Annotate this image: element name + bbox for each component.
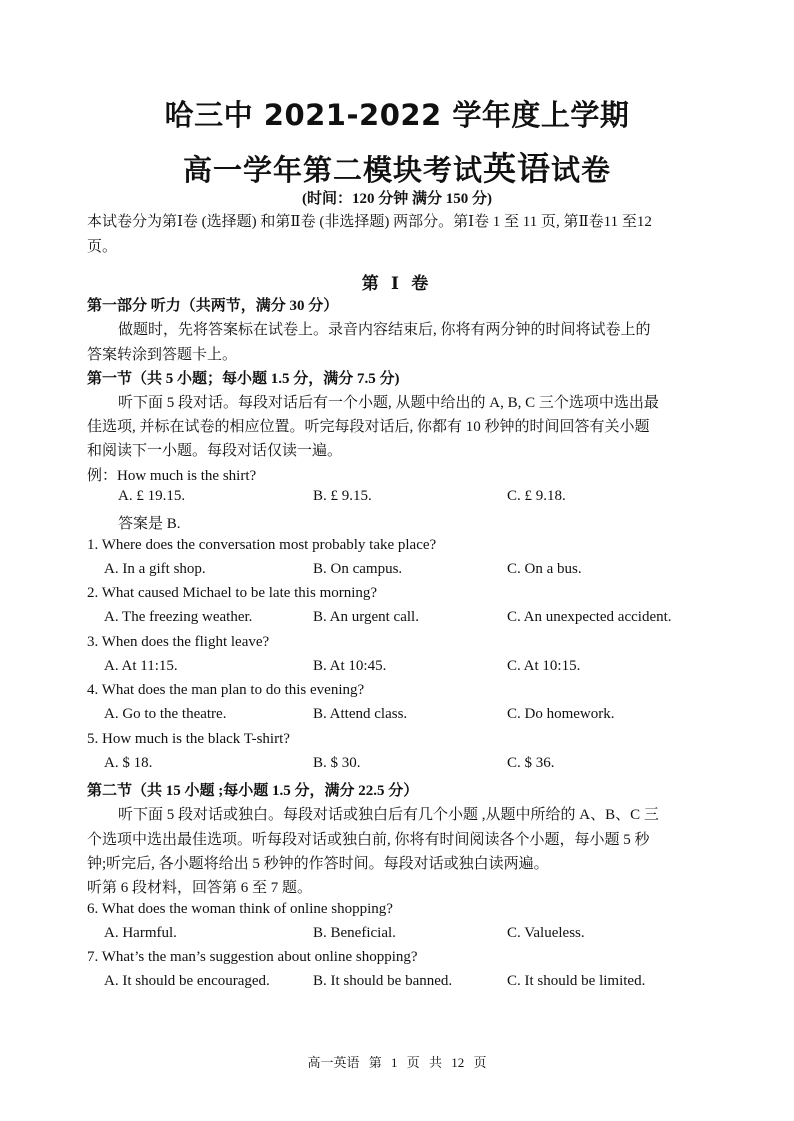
question-5-option-a: A. $ 18. <box>104 755 153 771</box>
question-2-option-c: C. An unexpected accident. <box>507 609 672 625</box>
title-post: 试卷 <box>551 153 612 187</box>
volume-title: 第 Ⅰ 卷 <box>361 274 433 293</box>
question-5: 5. How much is the black T-shirt? <box>87 731 290 747</box>
question-7-option-a: A. It should be encouraged. <box>104 973 270 989</box>
exam-title-line2 <box>0 143 794 190</box>
part1-instruction-2: 答案转涂到答题卡上。 <box>87 347 238 363</box>
question-3-option-a: A. At 11:15. <box>104 658 178 674</box>
question-1: 1. Where does the conversation most probably take place? <box>87 537 437 553</box>
question-3: 3. When does the flight leave? <box>87 634 270 650</box>
question-1-option-c: C. On a bus. <box>507 561 582 577</box>
title-pre: 高一学年第二模块考试 <box>182 153 483 187</box>
part1-instruction-1: 做题时，先将答案标在试卷上。录音内容结束后, 你将有两分钟的时间将试卷上的 <box>118 322 651 338</box>
question-7-option-c: C. It should be limited. <box>507 973 646 989</box>
question-6-option-c: C. Valueless. <box>507 925 585 941</box>
question-7-option-b: B. It should be banned. <box>313 973 453 989</box>
question-2-option-b: B. An urgent call. <box>313 609 419 625</box>
question-6-option-a: A. Harmful. <box>104 925 177 941</box>
example-option-a: A. £ 19.15. <box>118 488 186 504</box>
exam-time-score: (时间：120 分钟 满分 150 分) <box>302 191 492 207</box>
example-answer: 答案是 B. <box>118 516 181 532</box>
section2-instruction-2: 个选项中选出最佳选项。听每段对话或独白前, 你将有时间阅读各个小题，每小题 5 秒 <box>87 832 650 848</box>
question-4-option-a: A. Go to the theatre. <box>104 706 227 722</box>
question-2-option-a: A. The freezing weather. <box>104 609 253 625</box>
section1-instruction-3: 和阅读下一小题。每段对话仅读一遍。 <box>87 443 343 459</box>
question-4-option-c: C. Do homework. <box>507 706 615 722</box>
question-3-option-b: B. At 10:45. <box>313 658 387 674</box>
question-3-option-c: C. At 10:15. <box>507 658 581 674</box>
example-option-b: B. £ 9.15. <box>313 488 372 504</box>
question-6: 6. What does the woman think of online shopping? <box>87 901 393 917</box>
exam-title-line1: 哈三中 2021-2022 学年度上学期 <box>164 98 630 132</box>
example-question: 例：How much is the shirt? <box>87 468 257 484</box>
question-5-option-c: C. $ 36. <box>507 755 555 771</box>
question-4: 4. What does the man plan to do this evening? <box>87 682 365 698</box>
section2-material-note: 听第 6 段材料，回答第 6 至 7 题。 <box>87 880 313 896</box>
title-subject: 英语 <box>483 149 551 188</box>
section2-heading: 第二节（共 15 小题 ;每小题 1.5 分，满分 22.5 分） <box>87 783 419 799</box>
section1-instruction-1: 听下面 5 段对话。每段对话后有一个小题, 从题中给出的 A, B, C 三个选项中选出最 <box>118 395 659 411</box>
example-option-c: C. £ 9.18. <box>507 488 566 504</box>
question-5-option-b: B. $ 30. <box>313 755 361 771</box>
question-4-option-b: B. Attend class. <box>313 706 408 722</box>
section2-instruction-1: 听下面 5 段对话或独白。每段对话或独白后有几个小题 ,从题中所给的 A、B、C 三 <box>118 807 659 823</box>
part1-heading: 第一部分 听力（共两节，满分 30 分） <box>87 298 339 314</box>
question-7: 7. What’s the man’s suggestion about online shopping? <box>87 949 418 965</box>
section2-instruction-3: 钟;听完后, 各小题将给出 5 秒钟的作答时间。每段对话或独白读两遍。 <box>87 856 549 872</box>
page-footer: 高一英语 第 1 页 共 12 页 <box>307 1055 487 1070</box>
question-6-option-b: B. Beneficial. <box>313 925 396 941</box>
section1-heading: 第一节（共 5 小题；每小题 1.5 分，满分 7.5 分) <box>87 371 400 387</box>
intro-line-1: 本试卷分为第Ⅰ卷 (选择题) 和第Ⅱ卷 (非选择题) 两部分。第Ⅰ卷 1 至 11 页, 第Ⅱ卷11 至12 <box>87 214 652 230</box>
section1-instruction-2: 佳选项, 并标在试卷的相应位置。听完每段对话后, 你都有 10 秒钟的时间回答有关小题 <box>87 419 650 435</box>
intro-line-2: 页。 <box>87 239 118 255</box>
question-1-option-a: A. In a gift shop. <box>104 561 206 577</box>
question-1-option-b: B. On campus. <box>313 561 403 577</box>
question-2: 2. What caused Michael to be late this morning? <box>87 585 378 601</box>
